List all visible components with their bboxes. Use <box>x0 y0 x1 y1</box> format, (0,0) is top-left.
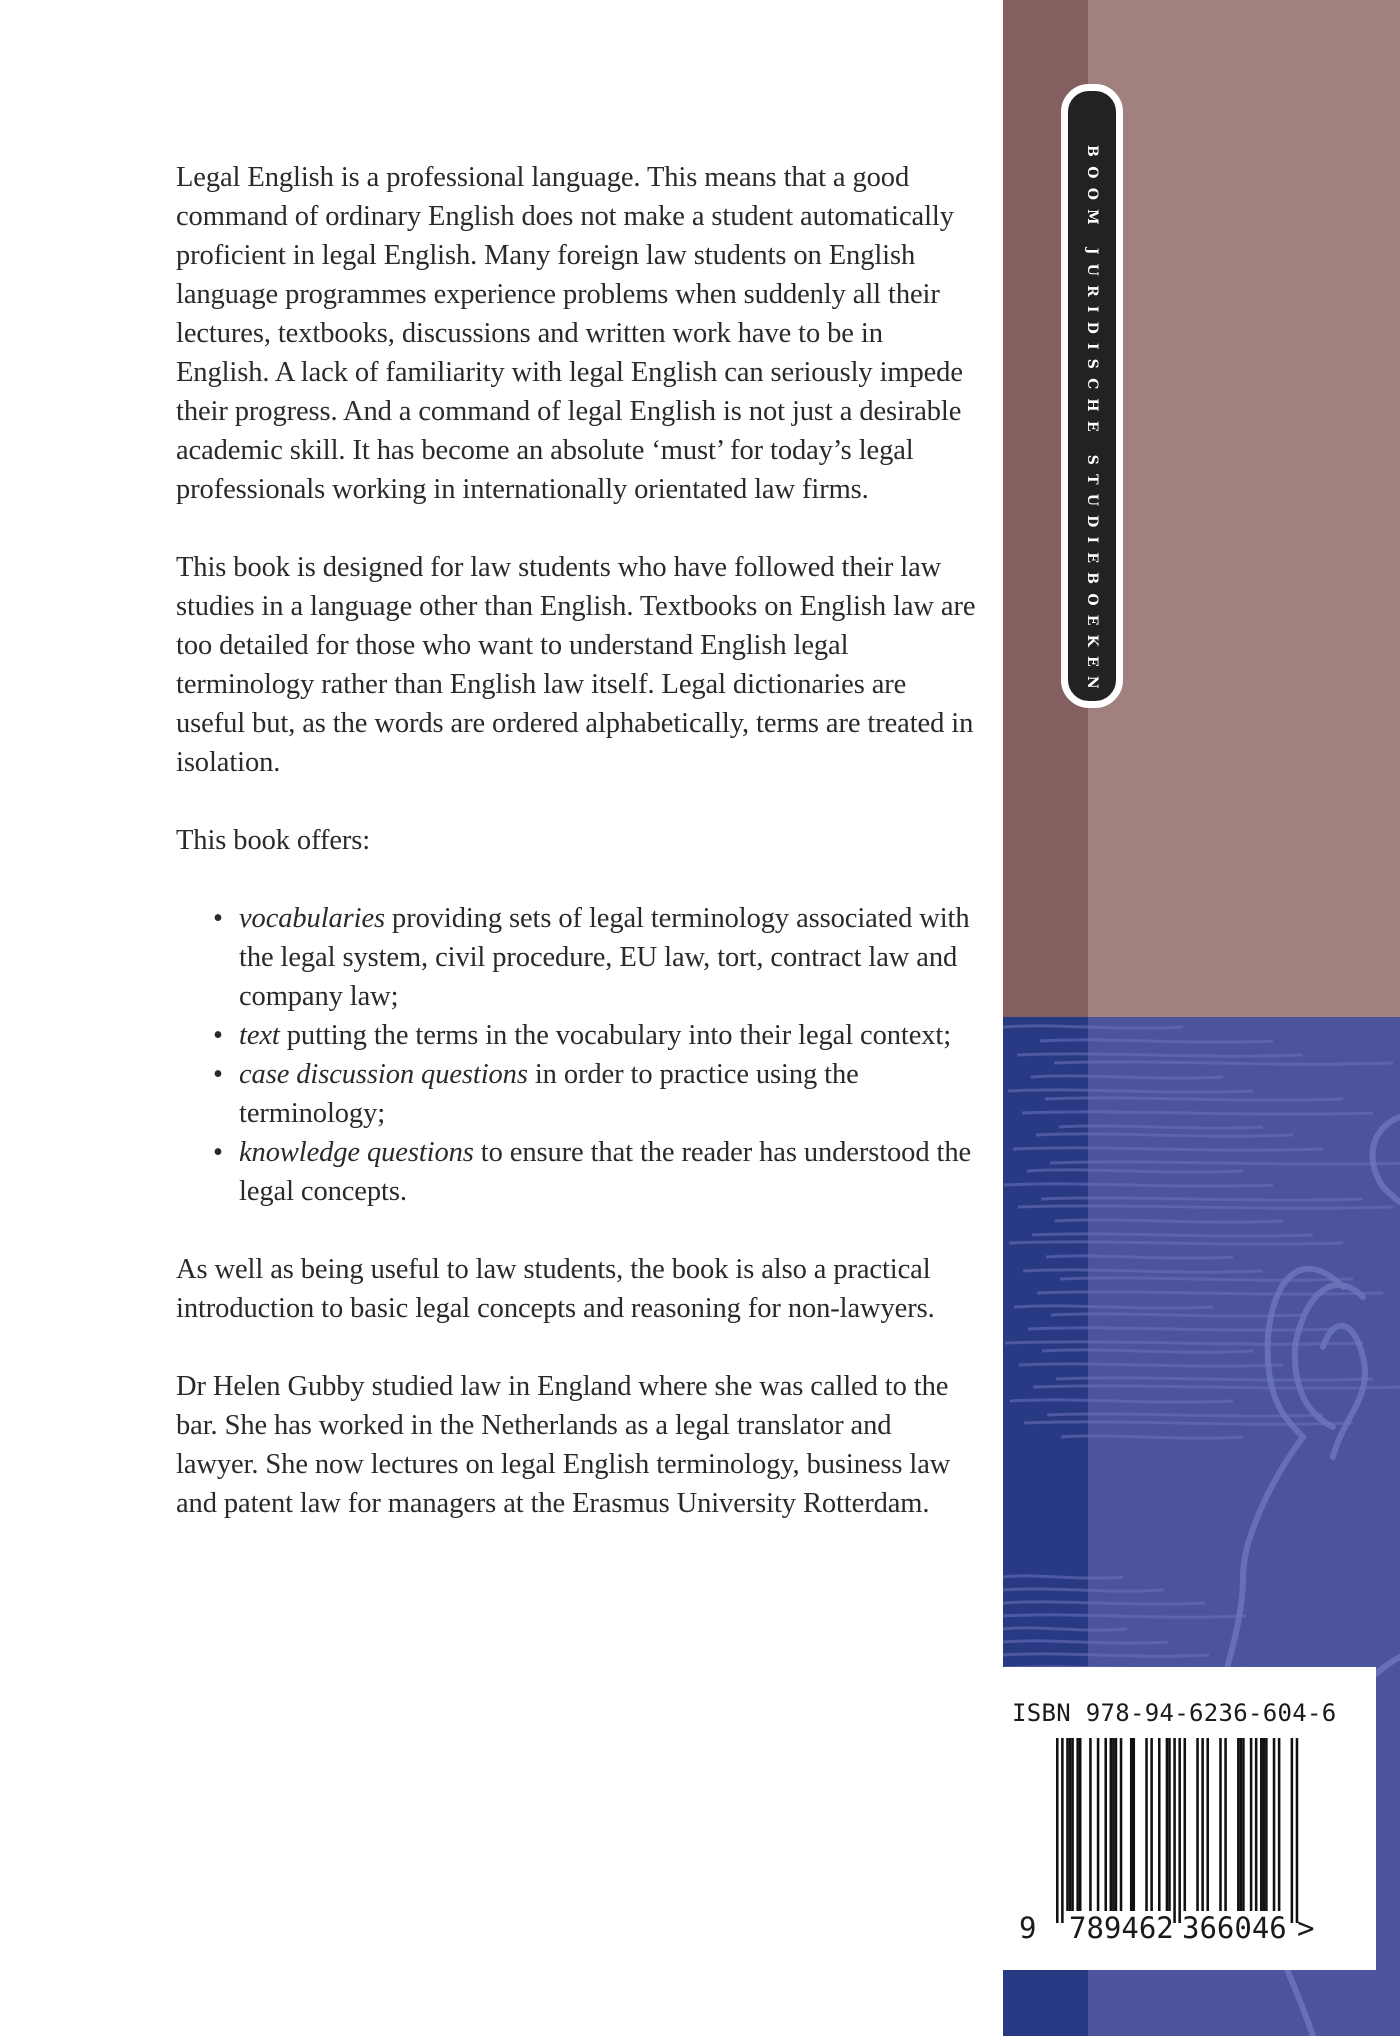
barcode-bar <box>1219 1738 1222 1911</box>
artwork-line <box>1003 1654 1209 1656</box>
item-text: in order to practice using the terminology; <box>239 1059 859 1129</box>
artwork-line <box>1051 1314 1303 1316</box>
barcode-bar <box>1145 1738 1148 1911</box>
offers-intro: This book offers: <box>176 825 371 856</box>
barcode-bar <box>1166 1738 1169 1911</box>
list-item <box>213 899 976 1016</box>
bullet-icon: • <box>213 1020 223 1051</box>
barcode-bar <box>1173 1738 1176 1923</box>
barcode-bar <box>1071 1738 1074 1911</box>
barcode-bar <box>1150 1738 1153 1911</box>
artwork-line <box>1003 1602 1205 1604</box>
artwork-line <box>1041 1198 1363 1200</box>
bullet-icon: • <box>213 903 223 934</box>
artwork-line <box>1037 1292 1383 1294</box>
artwork-line <box>1022 1112 1373 1114</box>
barcode-bar <box>1069 1738 1072 1911</box>
artwork-line <box>1023 1270 1263 1272</box>
cover-panel-mauve <box>1088 0 1400 1017</box>
barcode-bar <box>1265 1738 1268 1911</box>
item-text: putting the terms in the vocabulary into their legal context; <box>279 1020 952 1051</box>
artwork-line <box>1060 1278 1353 1280</box>
artwork-line <box>1019 1364 1283 1366</box>
barcode-bar <box>1079 1738 1082 1911</box>
barcode-bar <box>1158 1738 1161 1911</box>
artwork-line <box>1055 1220 1283 1222</box>
barcode-bar <box>1250 1738 1253 1911</box>
artwork-line <box>1008 1090 1253 1092</box>
barcode-bar <box>1263 1738 1266 1911</box>
audience-paragraph: This book is designed for law students who have followed their law studies in a language other than English. Textbooks on English law are too detailed for those who want to understand English legal terminology rather than English law itself. Legal dictionaries are useful but, as the words are ordered alphabetically, terms are treated in isolation. <box>176 552 976 778</box>
barcode-bar <box>1237 1738 1240 1911</box>
barcode-bar <box>1255 1738 1258 1911</box>
barcode-bar <box>1130 1738 1133 1911</box>
ean-first-digit: 9 <box>1019 1911 1037 1945</box>
artwork-line <box>1033 1386 1400 1388</box>
artwork-line <box>1042 1350 1253 1352</box>
barcode-bar <box>1104 1738 1107 1911</box>
series-badge <box>1061 84 1123 708</box>
ean-quiet-zone-marker: > <box>1297 1911 1315 1945</box>
barcode-bar <box>1178 1738 1181 1923</box>
artwork-line <box>1009 1242 1343 1244</box>
barcode-bar <box>1201 1738 1204 1911</box>
barcode-bar <box>1242 1738 1245 1911</box>
item-lead: case discussion questions <box>239 1059 528 1090</box>
barcode-bar <box>1089 1738 1092 1911</box>
artwork-line <box>1003 1641 1168 1643</box>
artwork-line <box>1031 1076 1223 1078</box>
artwork-line <box>1003 1576 1123 1578</box>
barcode-bar <box>1296 1738 1299 1923</box>
intro-paragraph: Legal English is a professional language. This means that a good command of ordinary English does not make a student automatically proficient in legal English. Many foreign law students on English language programmes experience problems when suddenly all their lectures, textbooks, discussions and written work have to be in English. A lack of familiarity with legal English can seriously impede their progress. And a command of legal English is not just a desirable academic skill. It has become an absolute ‘must’ for today’s legal professionals working in internationally orientated law firms. <box>176 162 963 505</box>
artwork-line <box>1045 1098 1343 1100</box>
artwork-line <box>1059 1126 1263 1128</box>
artwork-line <box>1032 1234 1313 1236</box>
artwork-line <box>1050 1162 1400 1164</box>
artwork-line <box>1004 1184 1273 1186</box>
back-cover-text <box>176 158 976 1562</box>
item-lead: vocabularies <box>239 903 386 934</box>
barcode-bar <box>1133 1738 1136 1911</box>
artwork-line <box>1054 1062 1393 1064</box>
barcode-bar <box>1112 1738 1115 1911</box>
barcode-bar <box>1056 1738 1059 1923</box>
artwork-line <box>1003 1628 1127 1630</box>
item-lead: knowledge questions <box>239 1137 474 1168</box>
barcode-bar <box>1206 1738 1209 1911</box>
barcode-bar <box>1278 1738 1281 1911</box>
item-lead: text <box>239 1020 280 1051</box>
artwork-line <box>1010 1400 1233 1402</box>
ean-left-group: 789462 <box>1069 1911 1174 1945</box>
artwork-line <box>1046 1256 1233 1258</box>
artwork-line <box>1014 1306 1213 1308</box>
barcode-bar <box>1120 1738 1123 1911</box>
barcode-bar <box>1240 1738 1243 1911</box>
barcode-panel <box>1003 1667 1376 1970</box>
barcode-bar <box>1184 1738 1187 1911</box>
bullet-icon: • <box>213 1137 223 1168</box>
barcode-bar <box>1110 1738 1113 1911</box>
list-item <box>213 1016 976 1055</box>
artwork-line <box>1003 1589 1164 1591</box>
barcode-bar <box>1076 1738 1079 1911</box>
barcode-icon <box>1003 1667 1376 1970</box>
list-item <box>213 1133 976 1211</box>
isbn-label: ISBN 978-94-6236-604-6 <box>1012 1699 1337 1727</box>
artwork-line <box>1036 1134 1293 1136</box>
artwork-line <box>1003 1615 1246 1617</box>
artwork-line <box>1028 1328 1333 1330</box>
author-bio: Dr Helen Gubby studied law in England where she was called to the bar. She has worked in the Netherlands as a legal translator and lawyer. She now lectures on legal English terminology, business law and patent law for managers at the Erasmus University Rotterdam. <box>176 1371 951 1519</box>
barcode-bar <box>1168 1738 1171 1911</box>
barcode-bar <box>1196 1738 1199 1911</box>
artwork-line <box>1003 1026 1183 1028</box>
ean-right-group: 366046 <box>1182 1911 1287 1945</box>
barcode-bar <box>1115 1738 1118 1911</box>
bullet-icon: • <box>213 1059 223 1090</box>
barcode-bar <box>1224 1738 1227 1911</box>
series-label: BOOM JURIDISCHE STUDIEBOEKEN <box>1084 145 1100 698</box>
artwork-line <box>1018 1206 1393 1208</box>
artwork-line <box>1005 1342 1363 1344</box>
barcode-bar <box>1291 1738 1294 1923</box>
list-item <box>213 1055 976 1133</box>
barcode-bar <box>1273 1738 1276 1911</box>
item-text: to ensure that the reader has understood the legal concepts. <box>239 1137 972 1207</box>
artwork-line <box>1040 1040 1273 1042</box>
barcode-bar <box>1061 1738 1064 1923</box>
barcode-bar <box>1260 1738 1263 1911</box>
artwork-line <box>1017 1054 1303 1056</box>
item-text: providing sets of legal terminology associated with the legal system, civil procedure, EU law, tort, contract law and company law; <box>239 903 970 1012</box>
artwork-line <box>1013 1148 1323 1150</box>
barcode-bar <box>1066 1738 1069 1911</box>
artwork-line <box>1027 1170 1243 1172</box>
artwork-line <box>1056 1378 1373 1380</box>
offers-list <box>176 899 976 1211</box>
artwork-line <box>1024 1422 1353 1424</box>
artwork-line <box>1061 1436 1243 1438</box>
barcode-bar <box>1097 1738 1100 1911</box>
closing-paragraph: As well as being useful to law students, the book is also a practical introduction to basic legal concepts and reasoning for non-lawyers. <box>176 1254 935 1324</box>
